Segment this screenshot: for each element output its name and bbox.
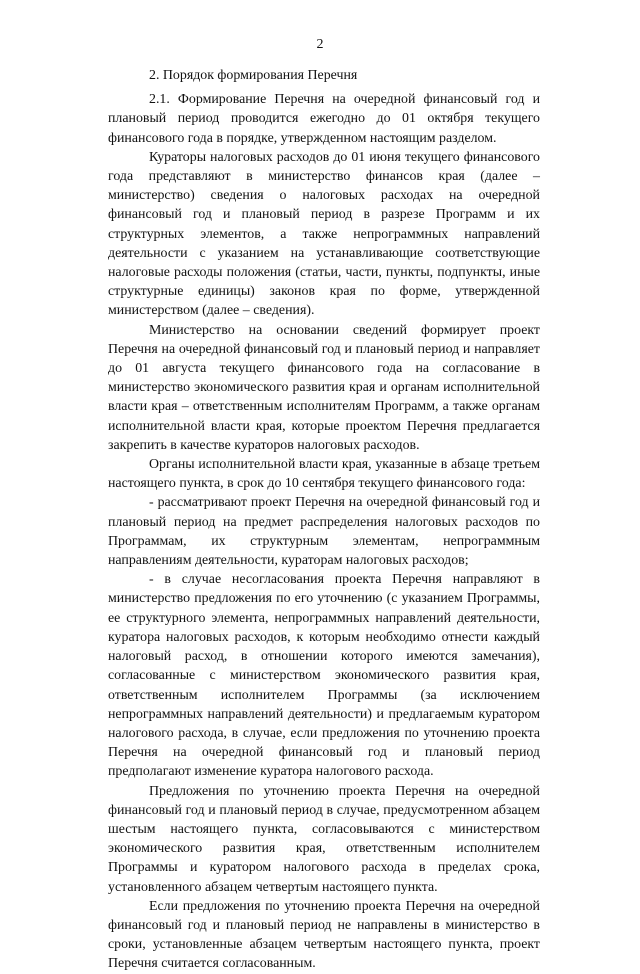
paragraph: Если предложения по уточнению проекта Перечня на очередной финансовый год и плановый период не направлены в министерство в сроки, установленные абзацем четвертым настоящего пункта, проект Перечня считается согласованным.: [108, 898, 540, 972]
paragraph: Органы исполнительной власти края, указанные в абзаце третьем настоящего пункта, в срок до 10 сентября текущего финансового года:: [108, 457, 540, 492]
paragraph: 2.1. Формирование Перечня на очередной финансовый год и плановый период проводится ежегодно до 01 октября текущего финансового года в порядке, утвержденном настоящим разделом.: [108, 92, 540, 146]
paragraph: - в случае несогласования проекта Перечня направляют в министерство предложения по его уточнению (с указанием Программы, ее структурного элемента, непрограммных направлений деятельности, куратора налоговых расходов, к которым необходимо отнести каждый налоговый расход, в отношении которого имеются замечания), согласованные с министерством экономического развития края, ответственным исполнителем Программы (за исключением непрограммных направлений деятельности) и предлагаемым куратором налогового расхода, в случае, если предложения по уточнению проекта Перечня на очередной финансовый год и плановый период предполагают изменение куратора налогового расхода.: [108, 572, 540, 780]
page-number: 2: [316, 37, 324, 52]
paragraph: Кураторы налоговых расходов до 01 июня текущего финансового года представляют в министерство финансов края (далее – министерство) сведения о налоговых расходах на очередной финансовый год и плановый период в разрезе Программ и их структурных элементов, а также непрограммных направлений деятельности с указанием на устанавливающие соответствующие налоговые расходы положения (статьи, части, пункты, подпункты, иные структурные единицы) законов края по форме, утвержденной министерством (далее – сведения).: [108, 149, 540, 319]
paragraph: Предложения по уточнению проекта Перечня на очередной финансовый год и плановый период в случае, предусмотренном абзацем шестым настоящего пункта, согласовываются с министерством экономического развития края, ответственным исполнителем Программы и куратором налогового расхода в пределах срока, установленного абзацем четвертым настоящего пункта.: [108, 783, 540, 895]
paragraph: Министерство на основании сведений формирует проект Перечня на очередной финансовый год и плановый период и направляет до 01 августа текущего финансового года на согласование в министерство экономического развития края и органам исполнительной власти края – ответственным исполнителям Программ, а также органам исполнительной власти края, которые проектом Перечня предлагается закрепить в качестве кураторов налоговых расходов.: [108, 322, 540, 453]
document-body: [108, 66, 540, 974]
paragraph: - рассматривают проект Перечня на очередной финансовый год и плановый период на предмет распределения налоговых расходов по Программам, их структурным элементам, непрограммным направлениям деятельности, кураторам налоговых расходов;: [108, 495, 540, 569]
section-title: 2. Порядок формирования Перечня: [149, 68, 358, 83]
